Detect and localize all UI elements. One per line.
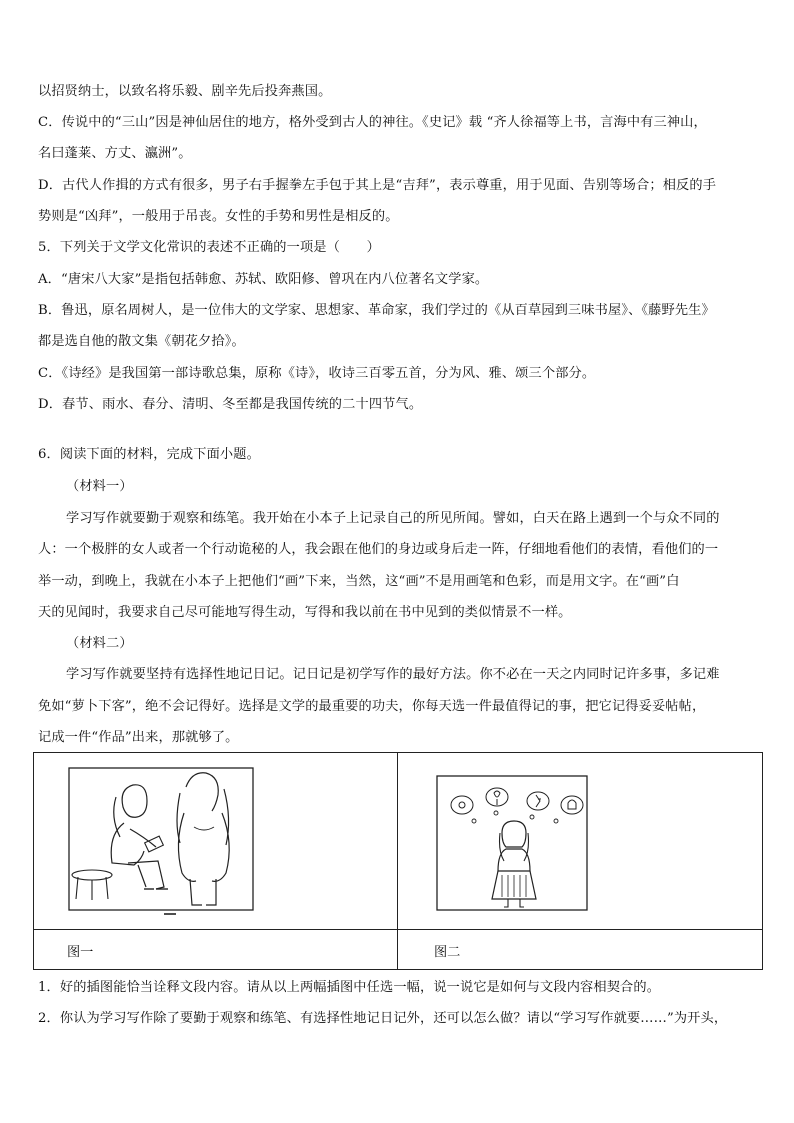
option-d-line-1: D．古代人作揖的方式有很多，男子右手握拳左手包于其上是“吉拜”，表示尊重，用于见面、告别等场合；相反的手	[38, 178, 717, 193]
q5-option-a: A．“唐宋八大家”是指包括韩愈、苏轼、欧阳修、曾巩在内八位著名文学家。	[38, 272, 489, 287]
q5-option-c: C．《诗经》是我国第一部诗歌总集，原称《诗》，收诗三百零五首，分为风、雅、颂三个部分。	[38, 366, 596, 381]
material-1-line-4: 天的见闻时，我要求自己尽可能地写得生动，写得和我以前在书中见到的类似情景不一样。	[38, 605, 572, 620]
q5-option-b-line-2: 都是选自他的散文集《朝花夕拾》。	[38, 334, 245, 349]
figure-1-caption: 图一	[67, 945, 94, 960]
figure-1-illustration	[68, 767, 254, 917]
figure-2-caption: 图二	[434, 945, 461, 960]
question-6: 6．阅读下面的材料，完成下面小题。	[38, 447, 260, 462]
illustration-table	[33, 752, 763, 970]
material-1-heading: （材料一）	[66, 479, 133, 494]
sub-question-2: 2．你认为学习写作除了要勤于观察和练笔、有选择性地记日记外，还可以怎么做？请以“学习写作就要……”为开头，	[38, 1011, 728, 1026]
material-1-line-1: 学习写作就要勤于观察和练笔。我开始在小本子上记录自己的所见所闻。譬如，白天在路上遇到一个与众不同的	[66, 511, 720, 526]
sub-question-1: 1．好的插图能恰当诠释文段内容。请从以上两幅插图中任选一幅，说一说它是如何与文段内容相契合的。	[38, 980, 661, 995]
q5-option-b-line-1: B．鲁迅，原名周树人，是一位伟大的文学家、思想家、革命家，我们学过的《从百草园到三味书屋》、《藤野先生》	[38, 303, 715, 318]
table-horizontal-divider	[34, 929, 762, 930]
option-c-line-1: C．传说中的“三山”因是神仙居住的地方，格外受到古人的神往。《史记》载 “齐人徐福等上书，言海中有三神山，	[38, 115, 707, 130]
material-2-line-1: 学习写作就要坚持有选择性地记日记。记日记是初学写作的最好方法。你不必在一天之内同时记许多事，多记难	[66, 667, 720, 682]
material-1-line-3: 举一动，到晚上，我就在小本子上把他们“画”下来，当然，这“画”不是用画笔和色彩，而是用文字。在“画”白	[38, 574, 680, 589]
material-2-line-2: 免如“萝卜下客”，绝不会记得好。选择是文学的最重要的功夫，你每天选一件最值得记的事，把它记得妥妥帖帖，	[38, 699, 706, 714]
question-5: 5．下列关于文学文化常识的表述不正确的一项是（ ）	[38, 240, 380, 255]
material-1-line-2: 人：一个极胖的女人或者一个行动诡秘的人，我会跟在他们的身边或身后走一阵，仔细地看他们的表情，看他们的一	[38, 542, 719, 557]
table-vertical-divider	[397, 753, 398, 969]
figure-2-illustration	[436, 775, 588, 915]
option-c-line-2: 名曰蓬莱、方丈、瀛洲”。	[38, 146, 192, 161]
material-2-line-3: 记成一件“作品”出来，那就够了。	[38, 730, 239, 745]
option-d-line-2: 势则是“凶拜”，一般用于吊丧。女性的手势和男性是相反的。	[38, 209, 399, 224]
material-2-heading: （材料二）	[66, 636, 133, 651]
line-1: 以招贤纳士，以致名将乐毅、剧辛先后投奔燕国。	[38, 84, 332, 99]
q5-option-d: D．春节、雨水、春分、清明、冬至都是我国传统的二十四节气。	[38, 397, 423, 412]
